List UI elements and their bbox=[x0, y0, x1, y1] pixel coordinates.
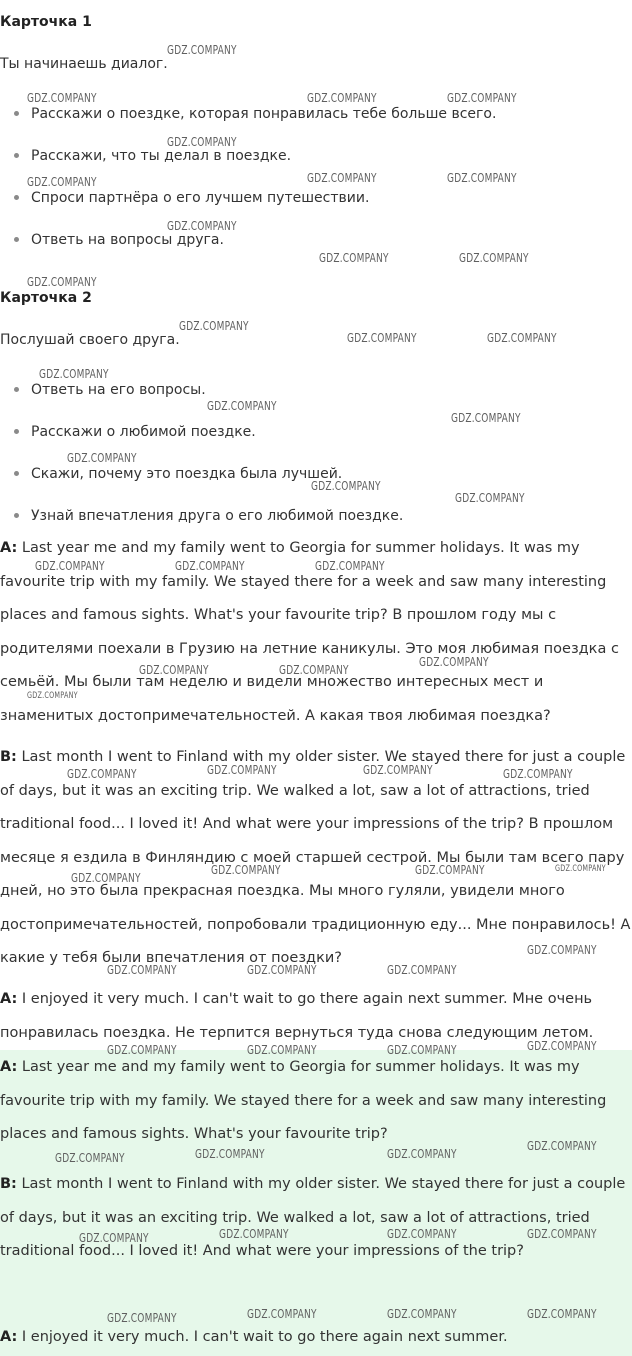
list-item-text: Расскажи о любимой поездке. bbox=[31, 424, 256, 440]
watermark: GDZ.COMPANY bbox=[387, 1306, 457, 1321]
card-2-title: Карточка 2 bbox=[0, 290, 92, 306]
watermark: GDZ.COMPANY bbox=[307, 170, 377, 185]
list-item bbox=[14, 190, 369, 206]
watermark: GDZ.COMPANY bbox=[179, 318, 249, 333]
speaker-label: A: bbox=[0, 1059, 18, 1075]
list-item bbox=[14, 508, 403, 524]
watermark: GDZ.COMPANY bbox=[107, 1042, 177, 1057]
list-item bbox=[14, 232, 224, 248]
bullet-icon bbox=[14, 429, 19, 434]
watermark: GDZ.COMPANY bbox=[387, 962, 457, 977]
watermark: GDZ.COMPANY bbox=[247, 962, 317, 977]
list-item-text: Расскажи, что ты делал в поездке. bbox=[31, 148, 292, 164]
bullet-icon bbox=[14, 471, 19, 476]
watermark: GDZ.COMPANY bbox=[139, 662, 209, 677]
dialogue-text: I enjoyed it very much. I can't wait to go there again next summer. Мне очень понравилась поездка. Не терпится вернуться туда снова следующим летом. bbox=[0, 991, 594, 1041]
watermark: GDZ.COMPANY bbox=[207, 398, 277, 413]
watermark: GDZ.COMPANY bbox=[311, 478, 381, 493]
dialogue-text: Last month I went to Finland with my older sister. We stayed there for just a couple of days, but it was an exciting trip. We walked a lot, saw a lot of attractions, tried traditional food... I loved it! And what were your impressions of the trip? В прошлом месяце я ездила в Финляндию с моей старшей сестрой. Мы были там всего пару дней, но это была прекрасная поездка. Мы много гуляли, увидели много достопримечательностей, попробовали традиционную еду... Мне понравилось! А какие у тебя были впечатления от поездки? bbox=[0, 749, 631, 966]
watermark: GDZ.COMPANY bbox=[527, 1138, 597, 1153]
answer-line-a2 bbox=[0, 1321, 632, 1355]
watermark: GDZ.COMPANY bbox=[39, 366, 109, 381]
speaker-label: B: bbox=[0, 1176, 17, 1192]
watermark: GDZ.COMPANY bbox=[35, 558, 105, 573]
bullet-icon bbox=[14, 237, 19, 242]
watermark: GDZ.COMPANY bbox=[555, 864, 606, 874]
watermark: GDZ.COMPANY bbox=[455, 490, 525, 505]
watermark: GDZ.COMPANY bbox=[175, 558, 245, 573]
list-item bbox=[14, 424, 256, 440]
watermark: GDZ.COMPANY bbox=[315, 558, 385, 573]
card-2-intro: Послушай своего друга. bbox=[0, 332, 180, 348]
watermark: GDZ.COMPANY bbox=[387, 1226, 457, 1241]
watermark: GDZ.COMPANY bbox=[527, 1226, 597, 1241]
watermark: GDZ.COMPANY bbox=[279, 662, 349, 677]
answer-line-a1 bbox=[0, 1051, 632, 1152]
speaker-label: B: bbox=[0, 749, 17, 765]
watermark: GDZ.COMPANY bbox=[167, 218, 237, 233]
list-item-text: Расскажи о поездке, которая понравилась тебе больше всего. bbox=[31, 106, 497, 122]
bullet-icon bbox=[14, 387, 19, 392]
watermark: GDZ.COMPANY bbox=[419, 654, 489, 669]
watermark: GDZ.COMPANY bbox=[27, 174, 97, 189]
watermark: GDZ.COMPANY bbox=[107, 962, 177, 977]
watermark: GDZ.COMPANY bbox=[307, 90, 377, 105]
watermark: GDZ.COMPANY bbox=[447, 90, 517, 105]
watermark: GDZ.COMPANY bbox=[451, 410, 521, 425]
watermark: GDZ.COMPANY bbox=[319, 250, 389, 265]
list-item-text: Ответь на его вопросы. bbox=[31, 382, 206, 398]
watermark: GDZ.COMPANY bbox=[415, 862, 485, 877]
speaker-label: A: bbox=[0, 540, 18, 556]
watermark: GDZ.COMPANY bbox=[67, 450, 137, 465]
card-1-title: Карточка 1 bbox=[0, 14, 92, 30]
watermark: GDZ.COMPANY bbox=[195, 1146, 265, 1161]
watermark: GDZ.COMPANY bbox=[347, 330, 417, 345]
card-1-intro: Ты начинаешь диалог. bbox=[0, 56, 168, 72]
list-item bbox=[14, 148, 291, 164]
list-item bbox=[14, 466, 342, 482]
watermark: GDZ.COMPANY bbox=[247, 1306, 317, 1321]
bullet-icon bbox=[14, 111, 19, 116]
speaker-label: A: bbox=[0, 991, 18, 1007]
watermark: GDZ.COMPANY bbox=[527, 942, 597, 957]
watermark: GDZ.COMPANY bbox=[387, 1146, 457, 1161]
watermark: GDZ.COMPANY bbox=[167, 134, 237, 149]
bullet-icon bbox=[14, 153, 19, 158]
speaker-label: A: bbox=[0, 1329, 18, 1345]
watermark: GDZ.COMPANY bbox=[503, 766, 573, 781]
watermark: GDZ.COMPANY bbox=[107, 1310, 177, 1325]
bullet-icon bbox=[14, 513, 19, 518]
answer-text: Last year me and my family went to Georgia for summer holidays. It was my favourite trip with my family. We stayed there for a week and saw many interesting places and famous sights. What's your favourite trip? bbox=[0, 1059, 607, 1142]
watermark: GDZ.COMPANY bbox=[459, 250, 529, 265]
watermark: GDZ.COMPANY bbox=[487, 330, 557, 345]
watermark: GDZ.COMPANY bbox=[211, 862, 281, 877]
watermark: GDZ.COMPANY bbox=[27, 691, 78, 701]
watermark: GDZ.COMPANY bbox=[27, 274, 97, 289]
watermark: GDZ.COMPANY bbox=[363, 762, 433, 777]
watermark: GDZ.COMPANY bbox=[387, 1042, 457, 1057]
watermark: GDZ.COMPANY bbox=[447, 170, 517, 185]
list-item bbox=[14, 106, 496, 122]
watermark: GDZ.COMPANY bbox=[527, 1306, 597, 1321]
watermark: GDZ.COMPANY bbox=[219, 1226, 289, 1241]
list-item-text: Ответь на вопросы друга. bbox=[31, 232, 224, 248]
watermark: GDZ.COMPANY bbox=[67, 766, 137, 781]
list-item bbox=[14, 382, 206, 398]
watermark: GDZ.COMPANY bbox=[71, 870, 141, 885]
bullet-icon bbox=[14, 195, 19, 200]
list-item-text: Спроси партнёра о его лучшем путешествии. bbox=[31, 190, 370, 206]
list-item-text: Скажи, почему это поездка была лучшей. bbox=[31, 466, 343, 482]
watermark: GDZ.COMPANY bbox=[247, 1042, 317, 1057]
list-item-text: Узнай впечатления друга о его любимой поездке. bbox=[31, 508, 404, 524]
watermark: GDZ.COMPANY bbox=[167, 42, 237, 57]
answer-text: Last month I went to Finland with my older sister. We stayed there for just a couple of days, but it was an exciting trip. We walked a lot, saw a lot of attractions, tried traditional food... I loved it! And what were your impressions of the trip? bbox=[0, 1176, 626, 1259]
dialogue-text: Last year me and my family went to Georgia for summer holidays. It was my favourite trip with my family. We stayed there for a week and saw many interesting places and famous sights. What's your favourite trip? В прошлом году мы с родителями поехали в Грузию на летние каникулы. Это моя любимая поездка с семьёй. Мы были там неделю и видели множество интересных мест и знаменитых достопримечательностей. А какая твоя любимая поездка? bbox=[0, 540, 619, 724]
watermark: GDZ.COMPANY bbox=[79, 1230, 149, 1245]
answer-line-b bbox=[0, 1168, 632, 1269]
watermark: GDZ.COMPANY bbox=[207, 762, 277, 777]
watermark: GDZ.COMPANY bbox=[527, 1038, 597, 1053]
watermark: GDZ.COMPANY bbox=[55, 1150, 125, 1165]
watermark: GDZ.COMPANY bbox=[27, 90, 97, 105]
answer-text: I enjoyed it very much. I can't wait to go there again next summer. bbox=[21, 1329, 508, 1345]
